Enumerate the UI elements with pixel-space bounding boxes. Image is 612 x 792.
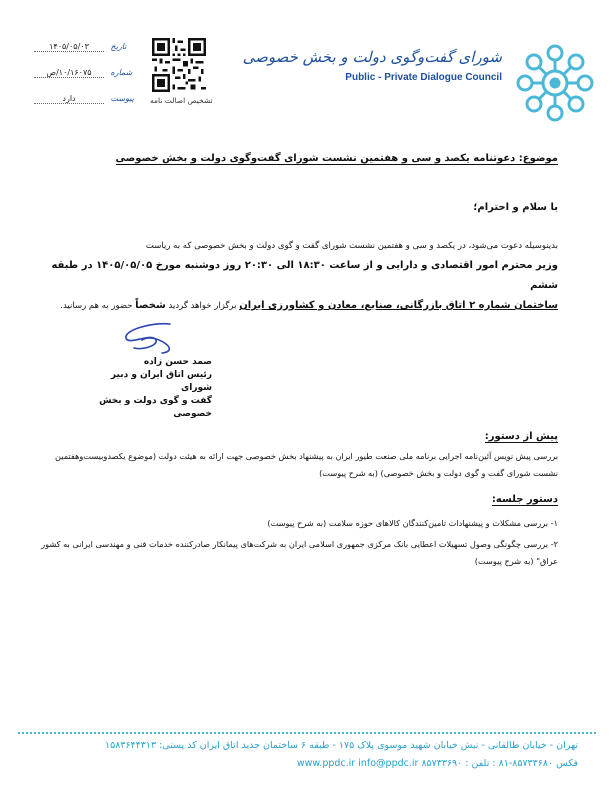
greeting: با سلام و احترام؛ [473,202,558,213]
agenda-title-text: دستور جلسه: [491,494,558,505]
signer-name: صمد حسن زاده [143,357,212,367]
body-line-2-bold: وزیر محترم امور اقتصادی و دارایی و از ساعت ۱۸:۳۰ الی ۲۰:۳۰ روز دوشنبه مورخ ۱۴۰۵/۰۵/۰۵ در طبقه ششم [51,260,558,291]
subject-text: موضوع: دعوتنامه یکصد و سی و هفتمین نشست شورای گفت‌وگوی دولت و بخش خصوصی [115,153,558,164]
date-value: ۱۴۰۵/۰۵/۰۳ [34,42,104,52]
body-line-3-bold2: شخصاً [135,300,166,311]
footer-address: تهران - خیابان طالقانی - نبش خیابان شهید موسوی پلاک ۱۷۵ - طبقه ۶ ساختمان جدید اتاق ایران کد پستی: ۱۵۸۳۶۴۴۳۱۳ [105,740,578,751]
pre-agenda-text: بررسی پیش نویس آئین‌نامه اجرایی برنامه ملی صنعت طیور ایران به پیشنهاد بخش خصوصی جهت ارائه به هیئت دولت (موضوع یکصدوبیست‌وهفتمین نشست شورای گفت و گوی دولت و بخش خصوصی) (به شرح پیوست) [54,451,558,478]
qr-caption: تشخیص اصالت نامه [150,96,213,105]
pre-agenda-title [485,431,558,442]
council-name-en: Public - Private Dialogue Council [345,72,502,83]
meta-attachment [34,94,134,104]
body-line-2 [38,256,558,296]
footer-contact: www.ppdc.ir info@ppdc.ir ۸۵۷۳۳۶۹۰ : فکس ۸۵۷۳۳۶۸۰-۸۱ : تلفن [296,758,578,769]
body-line-3-rest: برگزار خواهد گردید [165,301,240,311]
date-label: تاریخ [110,42,127,51]
number-value: ۱۰/۱۶۰۷۵/ص [34,68,104,78]
agenda-item: ۱- بررسی مشکلات و پیشنهادات تامین‌کنندگان کالاهای حوزه سلامت (به شرح پیوست) [267,518,558,528]
signer-block [82,356,212,421]
body-line-3 [38,296,558,316]
meta-date [34,42,126,52]
agenda-list [38,515,558,570]
signature-icon [112,318,182,358]
letter-subject [98,153,558,164]
body-line-3-end: حضور به هم رسانید. [60,301,136,311]
qr-code-icon[interactable] [152,38,206,92]
attachment-value: دارد [34,94,104,104]
body-line-1: بدینوسیله دعوت می‌شود، در یکصد و سی و هفتمین نشست شورای گفت و گوی دولت و بخش خصوصی که به ریاست [145,241,558,251]
signer-title-2: گفت و گوی دولت و بخش خصوصی [99,396,212,419]
agenda-item: ۲- بررسی چگونگی وصول تسهیلات اعطایی بانک مرکزی جمهوری اسلامی ایران به شرکت‌های پیمانکار صادرکننده خدمات فنی و مهندسی ایرانی به کشور عراق" (به شرح پیوست) [41,539,558,566]
attachment-label: پیوست [110,94,134,103]
meta-number [34,68,132,78]
body-paragraph [38,236,558,316]
body-line-3-bold: ساختمان شماره ۲ اتاق بازرگانی، صنایع، معادن و کشاورزی ایران [239,300,558,311]
council-logo-icon [512,40,598,126]
footer-divider [18,732,596,734]
council-name-fa: شورای گفت‌وگوی دولت و بخش خصوصی [242,48,502,66]
number-label: شماره [110,68,133,77]
pre-agenda-title-text: پیش از دستور: [484,431,558,442]
signer-title-1: رئیس اتاق ایران و دبیر شورای [110,370,212,393]
agenda-title [492,494,558,505]
